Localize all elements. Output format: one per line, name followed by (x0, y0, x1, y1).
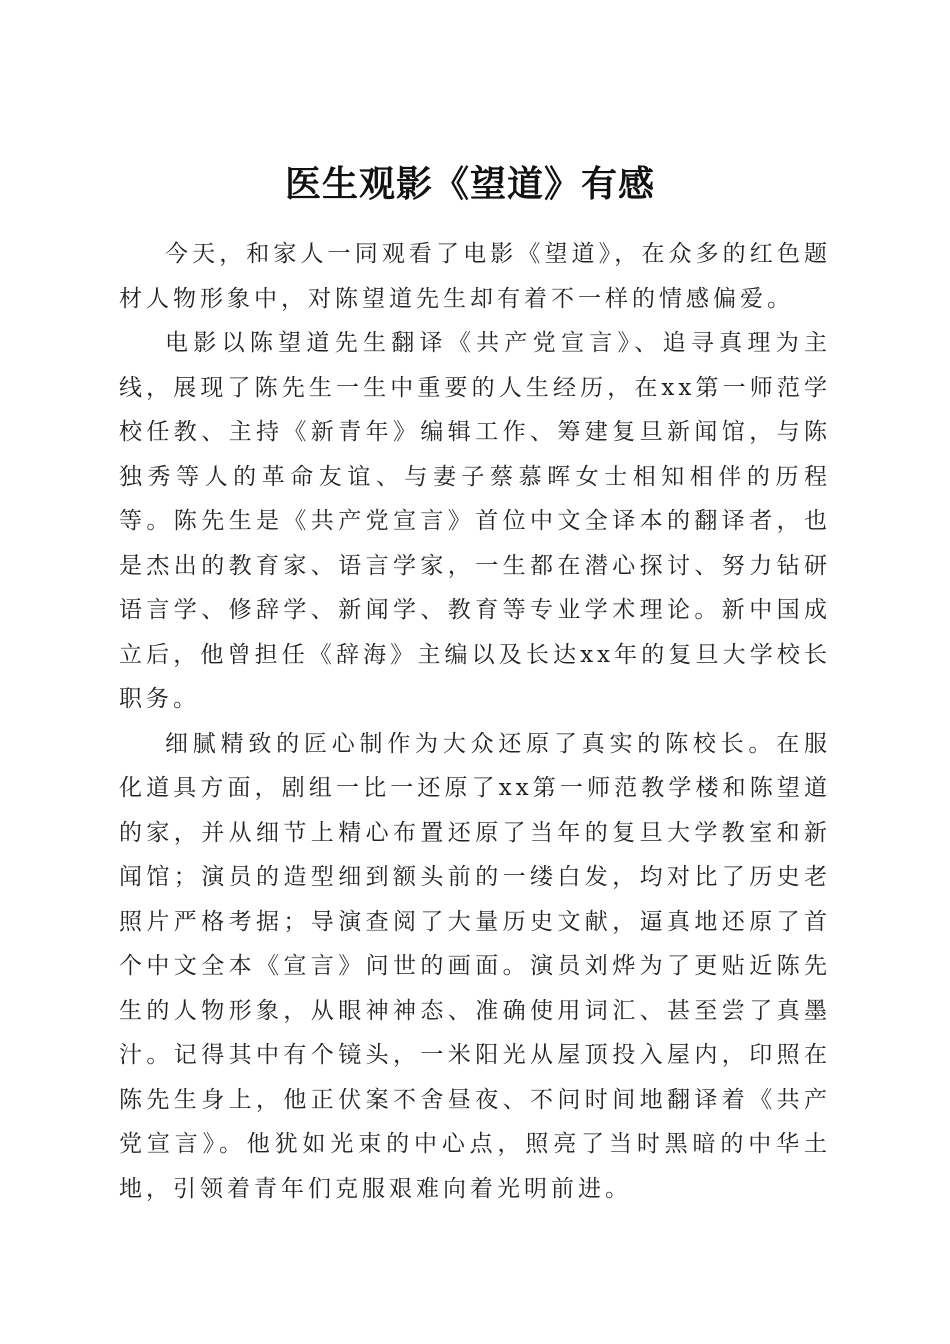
document-body (119, 232, 831, 1211)
paragraph-1: 今天，和家人一同观看了电影《望道》，在众多的红色题材人物形象中，对陈望道先生却有着不一样的情感偏爱。 (119, 241, 831, 312)
paragraph-2: 电影以陈望道先生翻译《共产党宣言》、追寻真理为主线，展现了陈先生一生中重要的人生经历，在xx第一师范学校任教、主持《新青年》编辑工作、筹建复旦新闻馆，与陈独秀等人的革命友谊、与妻子蔡慕晖女士相知相伴的历程等。陈先生是《共产党宣言》首位中文全译本的翻译者，也是杰出的教育家、语言学家，一生都在潜心探讨、努力钻研语言学、修辞学、新闻学、教育等专业学术理论。新中国成立后，他曾担任《辞海》主编以及长达xx年的复旦大学校长职务。 (119, 330, 831, 712)
document-title: 医生观影《望道》有感 (284, 163, 655, 206)
paragraph-3: 细腻精致的匠心制作为大众还原了真实的陈校长。在服化道具方面，剧组一比一还原了xx第一师范教学楼和陈望道的家，并从细节上精心布置还原了当年的复旦大学教室和新闻馆；演员的造型细到额头前的一缕白发，均对比了历史老照片严格考据；导演查阅了大量历史文献，逼真地还原了首个中文全本《宣言》问世的画面。演员刘烨为了更贴近陈先生的人物形象，从眼神神态、准确使用词汇、甚至尝了真墨汁。记得其中有个镜头，一米阳光从屋顶投入屋内，印照在陈先生身上，他正伏案不舍昼夜、不问时间地翻译着《共产党宣言》。他犹如光束的中心点，照亮了当时黑暗的中华土地，引领着青年们克服艰难向着光明前进。 (119, 730, 831, 1202)
